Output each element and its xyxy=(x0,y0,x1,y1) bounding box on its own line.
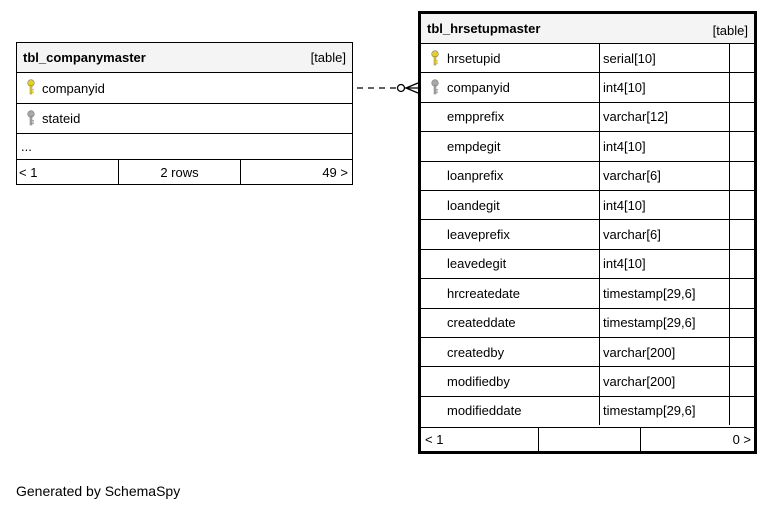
setup-column-name: empdegit xyxy=(447,138,501,154)
setup-column-name: companyid xyxy=(447,80,510,96)
setup-column-name: empprefix xyxy=(447,109,505,125)
setup-column-type: varchar[6] xyxy=(599,162,730,190)
generated-by-credit: Generated by SchemaSpy xyxy=(16,483,181,499)
setup-column-name: createddate xyxy=(447,315,516,331)
setup-column-type: timestamp[29,6] xyxy=(599,397,730,425)
company-column-name: companyid xyxy=(42,80,105,96)
setup-column-name: hrcreatedate xyxy=(447,285,520,301)
company-footer-rows: 2 rows xyxy=(119,160,241,184)
setup-column-name: loandegit xyxy=(447,197,500,213)
company-table-name: tbl_companymaster xyxy=(23,50,146,65)
setup-column-type: timestamp[29,6] xyxy=(599,309,730,337)
setup-footer-children: 0 > xyxy=(732,432,751,447)
setup-column-name: createdby xyxy=(447,344,505,360)
setup-table-name: tbl_hrsetupmaster xyxy=(427,21,541,36)
setup-column-type: int4[10] xyxy=(599,250,730,278)
setup-footer-parents: < 1 xyxy=(425,428,539,451)
setup-column-type: varchar[6] xyxy=(599,220,730,248)
setup-column-type: timestamp[29,6] xyxy=(599,279,730,307)
setup-column-name: hrsetupid xyxy=(447,50,501,66)
optional-circle xyxy=(398,85,405,92)
setup-column-name: leaveprefix xyxy=(447,227,510,243)
setup-column-type: int4[10] xyxy=(599,132,730,160)
setup-column-name: modifiedby xyxy=(447,374,510,390)
setup-column-type: serial[10] xyxy=(599,44,730,72)
company-footer-parents: < 1 xyxy=(19,160,119,184)
setup-column-name: modifieddate xyxy=(447,403,522,419)
setup-column-type: varchar[12] xyxy=(599,103,730,131)
setup-column-type: int4[10] xyxy=(599,73,730,101)
setup-column-type: varchar[200] xyxy=(599,367,730,395)
setup-column-name: loanprefix xyxy=(447,168,504,184)
company-table-kind: [table] xyxy=(310,50,346,65)
setup-column-type: varchar[200] xyxy=(599,338,730,366)
crows-foot-icon xyxy=(405,83,418,93)
company-ellipsis: ... xyxy=(21,139,32,154)
setup-column-type: int4[10] xyxy=(599,191,730,219)
company-column-name: stateid xyxy=(42,111,81,126)
setup-column-name: leavedegit xyxy=(447,256,507,272)
setup-table-kind: [table] xyxy=(712,23,748,38)
company-footer-children: 49 > xyxy=(322,164,348,180)
